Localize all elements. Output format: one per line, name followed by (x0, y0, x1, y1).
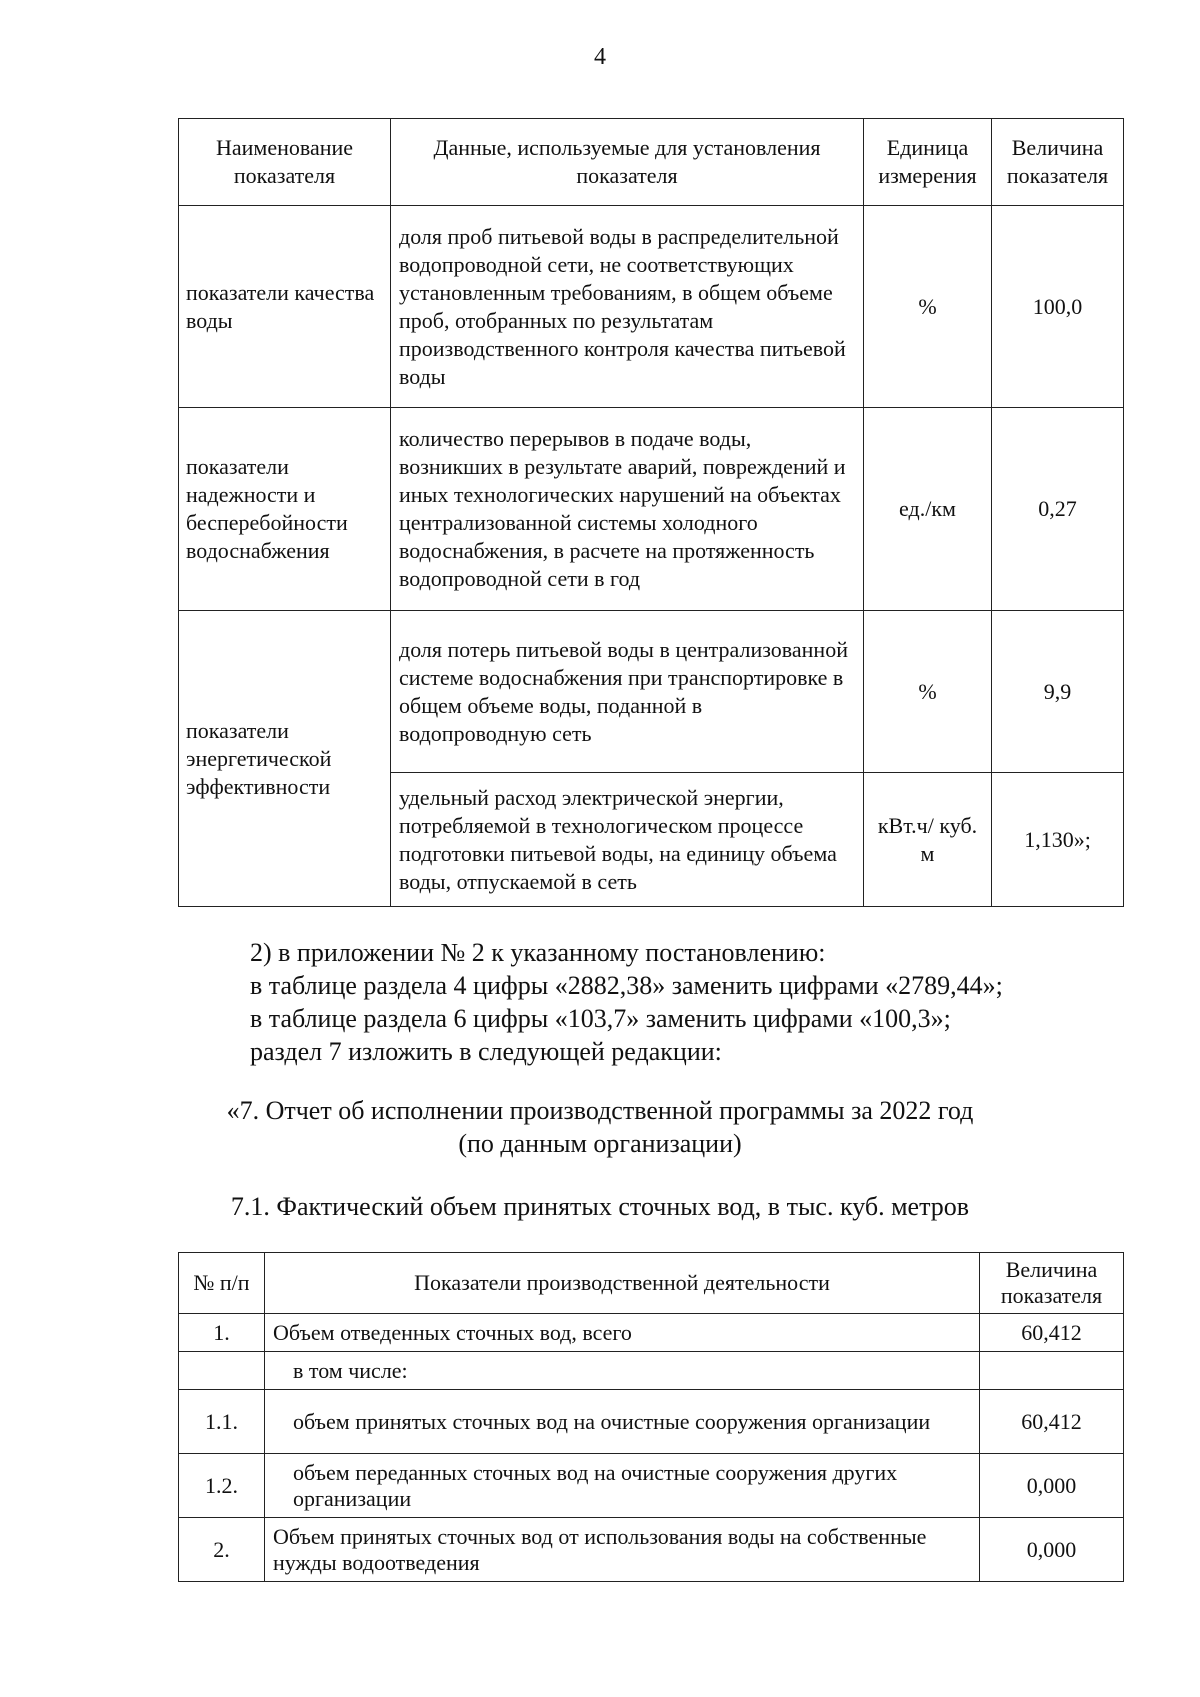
name-cell: в том числе: (265, 1352, 980, 1390)
table-row (179, 611, 1124, 773)
value-cell: 0,000 (980, 1454, 1124, 1518)
description-cell: доля потерь питьевой воды в централизованной системе водоснабжения при транспортировке в общем объеме воды, поданной в водопроводную сеть (391, 611, 864, 773)
value-cell: 1,130»; (992, 773, 1124, 907)
indicator-cell: показатели надежности и бесперебойности водоснабжения (179, 408, 391, 611)
unit-cell: % (864, 206, 992, 408)
paragraph: раздел 7 изложить в следующей редакции: (250, 1037, 722, 1066)
section-subtitle: (по данным организации) (458, 1129, 742, 1158)
name-cell: объем переданных сточных вод на очистные сооружения других организации (265, 1454, 980, 1518)
table-row (179, 1314, 1124, 1352)
header-name: Показатели производственной деятельности (265, 1253, 980, 1314)
indicators-table (178, 118, 1124, 907)
header-value: Величина показателя (992, 119, 1124, 206)
unit-cell: ед./км (864, 408, 992, 611)
paragraph: в таблице раздела 6 цифры «103,7» заменить цифрами «100,3»; (250, 1004, 951, 1033)
num-cell: 1.2. (179, 1454, 265, 1518)
num-cell (179, 1352, 265, 1390)
header-data: Данные, используемые для установления показателя (391, 119, 864, 206)
value-cell (980, 1352, 1124, 1390)
value-cell: 100,0 (992, 206, 1124, 408)
num-cell: 2. (179, 1518, 265, 1582)
table-row (179, 408, 1124, 611)
table-header-row (179, 119, 1124, 206)
header-num: № п/п (179, 1253, 265, 1314)
table-row (179, 1454, 1124, 1518)
indicator-cell: показатели качества воды (179, 206, 391, 408)
num-cell: 1. (179, 1314, 265, 1352)
header-indicator-name: Наименование показателя (179, 119, 391, 206)
num-cell: 1.1. (179, 1390, 265, 1454)
page-number: 4 (594, 44, 606, 70)
value-cell: 9,9 (992, 611, 1124, 773)
description-cell: удельный расход электрической энергии, потребляемой в технологическом процессе подготовки питьевой воды, на единицу объема воды, отпускаемой в сеть (391, 773, 864, 907)
header-value: Величина показателя (980, 1253, 1124, 1314)
table-row (179, 206, 1124, 408)
paragraph: в таблице раздела 4 цифры «2882,38» заменить цифрами «2789,44»; (250, 971, 1003, 1000)
table-row (179, 1518, 1124, 1582)
name-cell: Объем принятых сточных вод от использования воды на собственные нужды водоотведения (265, 1518, 980, 1582)
table-header-row (179, 1253, 1124, 1314)
section-title: «7. Отчет об исполнении производственной программы за 2022 год (226, 1096, 974, 1125)
value-cell: 60,412 (980, 1314, 1124, 1352)
unit-cell: % (864, 611, 992, 773)
table-row (179, 1390, 1124, 1454)
indicator-cell: показатели энергетической эффективности (179, 611, 391, 907)
value-cell: 0,000 (980, 1518, 1124, 1582)
name-cell: Объем отведенных сточных вод, всего (265, 1314, 980, 1352)
header-unit: Единица измерения (864, 119, 992, 206)
description-cell: количество перерывов в подаче воды, возникших в результате аварий, повреждений и иных технологических нарушений на объектах централизованной системы холодного водоснабжения, в расчете на протяженность водопроводной сети в год (391, 408, 864, 611)
subsection-title: 7.1. Фактический объем принятых сточных вод, в тыс. куб. метров (230, 1192, 970, 1221)
value-cell: 0,27 (992, 408, 1124, 611)
description-cell: доля проб питьевой воды в распределительной водопроводной сети, не соответствующих установленным требованиям, в общем объеме проб, отобранных по результатам производственного контроля качества питьевой воды (391, 206, 864, 408)
table-row (179, 1352, 1124, 1390)
wastewater-table (178, 1252, 1124, 1582)
name-cell: объем принятых сточных вод на очистные сооружения организации (265, 1390, 980, 1454)
paragraph: 2) в приложении № 2 к указанному постановлению: (250, 938, 826, 967)
unit-cell: кВт.ч/ куб. м (864, 773, 992, 907)
value-cell: 60,412 (980, 1390, 1124, 1454)
